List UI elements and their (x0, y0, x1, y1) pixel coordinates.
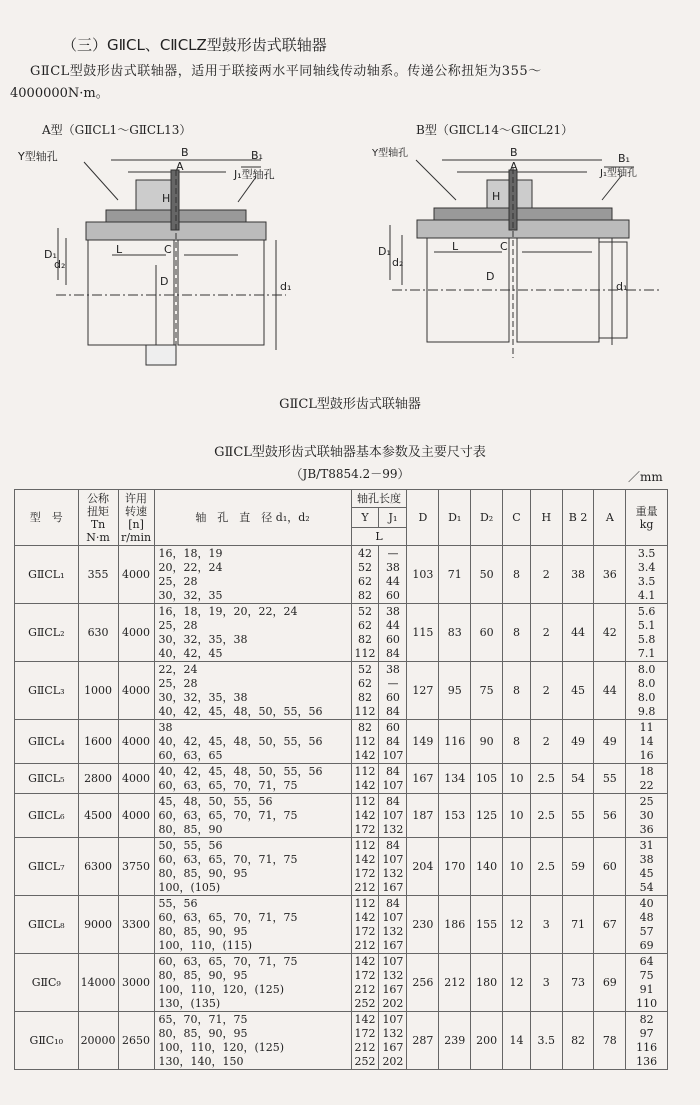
cell-weight: 3.5 3.4 3.5 4.1 (626, 546, 668, 604)
cell-j1: 84 107 132 167 (379, 838, 407, 896)
cell-a: 56 (594, 794, 626, 838)
cell-bore: 50，55，56 60，63，65，70，71，75 80，85，90，95 100，(105) (154, 838, 351, 896)
header-d: D (407, 490, 439, 546)
cell-torque: 4500 (78, 794, 118, 838)
cell-weight: 8.0 8.0 8.0 9.8 (626, 662, 668, 720)
diagram-a-label-h: H (162, 192, 171, 205)
cell-h: 2.5 (530, 838, 562, 896)
cell-d: 230 (407, 896, 439, 954)
cell-c: 8 (503, 720, 531, 764)
cell-d: 127 (407, 662, 439, 720)
table-title: GⅡCL型鼓形齿式联轴器基本参数及主要尺寸表 (214, 445, 486, 460)
diagram-a-label-d1: D₁ (44, 248, 57, 261)
cell-d1: 153 (439, 794, 471, 838)
cell-y: 112 142 172 212 (351, 896, 379, 954)
cell-a: 36 (594, 546, 626, 604)
header-b-half: B 2 (562, 490, 594, 546)
cell-torque: 9000 (78, 896, 118, 954)
cell-b-half: 44 (562, 604, 594, 662)
cell-j1: 38 44 60 84 (379, 604, 407, 662)
diagram-a-label-d1-small: d₁ (280, 280, 292, 293)
cell-bore: 65，70，71，75 80，85，90，95 100，110，120，(125) 130，140，150 (154, 1012, 351, 1070)
diagram-b-label-j1: J₁型轴孔 (600, 168, 637, 179)
cell-bore: 16，18，19，20，22，24 25，28 30，32，35，38 40，42，45 (154, 604, 351, 662)
cell-torque: 14000 (78, 954, 118, 1012)
cell-torque: 20000 (78, 1012, 118, 1070)
diagram-b-label-d1-small: d₁ (616, 280, 628, 293)
cell-d1: 95 (439, 662, 471, 720)
cell-b-half: 71 (562, 896, 594, 954)
cell-model: GⅡCL₁ (15, 546, 79, 604)
cell-bore: 38 40，42，45，48，50，55，56 60，63，65 (154, 720, 351, 764)
cell-bore: 55，56 60，63，65，70，71，75 80，85，90，95 100，110，(115) (154, 896, 351, 954)
cell-c: 12 (503, 896, 531, 954)
cell-speed: 4000 (118, 794, 154, 838)
cell-b-half: 49 (562, 720, 594, 764)
cell-weight: 25 30 36 (626, 794, 668, 838)
cell-speed: 4000 (118, 764, 154, 794)
table-row (15, 794, 668, 838)
table-row (15, 604, 668, 662)
diagram-a-label-a: A (176, 160, 184, 173)
figure-caption: GⅡCL型鼓形齿式联轴器 (279, 397, 421, 412)
section-heading: （三）GⅡCL、CⅡCLZ型鼓形齿式联轴器 (62, 36, 327, 54)
cell-speed: 2650 (118, 1012, 154, 1070)
cell-d1: 83 (439, 604, 471, 662)
cell-d2: 75 (471, 662, 503, 720)
cell-c: 12 (503, 954, 531, 1012)
spec-table (14, 489, 668, 1070)
cell-d2: 90 (471, 720, 503, 764)
cell-y: 112 142 172 (351, 794, 379, 838)
cell-a: 44 (594, 662, 626, 720)
table-row (15, 954, 668, 1012)
cell-bore: 22，24 25，28 30，32，35，38 40，42，45，48，50，55，56 (154, 662, 351, 720)
cell-j1: 84 107 132 (379, 794, 407, 838)
table-unit: ／mm (628, 470, 663, 484)
cell-b-half: 38 (562, 546, 594, 604)
cell-c: 8 (503, 604, 531, 662)
cell-d1: 170 (439, 838, 471, 896)
cell-bore: 60，63，65，70，71，75 80，85，90，95 100，110，120，(125) 130，(135) (154, 954, 351, 1012)
cell-torque: 2800 (78, 764, 118, 794)
diagram-a-label-b1: B₁ (251, 149, 263, 162)
cell-d2: 60 (471, 604, 503, 662)
diagram-b-label-l: L (452, 240, 459, 253)
cell-d1: 239 (439, 1012, 471, 1070)
cell-c: 10 (503, 764, 531, 794)
cell-a: 49 (594, 720, 626, 764)
cell-d2: 155 (471, 896, 503, 954)
cell-a: 67 (594, 896, 626, 954)
diagram-b-label-b: B (510, 146, 518, 159)
cell-weight: 11 14 16 (626, 720, 668, 764)
cell-d1: 212 (439, 954, 471, 1012)
cell-d1: 71 (439, 546, 471, 604)
cell-weight: 40 48 57 69 (626, 896, 668, 954)
diagram-a-subtitle: A型（GⅡCL1～GⅡCL13） (42, 123, 192, 137)
diagram-b-label-h: H (492, 190, 501, 203)
cell-speed: 4000 (118, 546, 154, 604)
diagram-b-label-d: D (486, 270, 495, 283)
cell-c: 8 (503, 546, 531, 604)
header-model: 型 号 (15, 490, 79, 546)
diagram-a-label-c: C (164, 243, 172, 256)
header-speed: 许用 转速 [n] r/min (118, 490, 154, 546)
header-torque: 公称 扭矩 Tn N·m (78, 490, 118, 546)
cell-y: 52 62 82 112 (351, 662, 379, 720)
diagram-a-label-y: Y型轴孔 (18, 150, 58, 163)
cell-h: 3 (530, 896, 562, 954)
cell-c: 10 (503, 838, 531, 896)
cell-speed: 4000 (118, 604, 154, 662)
cell-d1: 186 (439, 896, 471, 954)
cell-y: 112 142 (351, 764, 379, 794)
cell-j1: 84 107 (379, 764, 407, 794)
cell-d2: 105 (471, 764, 503, 794)
intro-text-line1: GⅡCL型鼓形齿式联轴器，适用于联接两水平同轴线传动轴系。传递公称扭矩为355～ (30, 64, 542, 79)
header-weight: 重量 kg (626, 490, 668, 546)
cell-speed: 3300 (118, 896, 154, 954)
cell-speed: 4000 (118, 720, 154, 764)
cell-b-half: 45 (562, 662, 594, 720)
cell-d2: 50 (471, 546, 503, 604)
table-row (15, 896, 668, 954)
cell-d: 256 (407, 954, 439, 1012)
diagram-a-label-l: L (116, 243, 123, 256)
cell-torque: 355 (78, 546, 118, 604)
header-d1: D₁ (439, 490, 471, 546)
cell-h: 2.5 (530, 794, 562, 838)
diagram-a (16, 140, 306, 372)
diagram-b (372, 140, 672, 362)
header-l: L (351, 528, 407, 546)
cell-model: GⅡCL₃ (15, 662, 79, 720)
cell-bore: 40，42，45，48，50，55，56 60，63，65，70，71，75 (154, 764, 351, 794)
header-c: C (503, 490, 531, 546)
cell-h: 3 (530, 954, 562, 1012)
cell-d: 187 (407, 794, 439, 838)
cell-d: 103 (407, 546, 439, 604)
cell-weight: 18 22 (626, 764, 668, 794)
cell-bore: 45，48，50，55，56 60，63，65，70，71，75 80，85，90 (154, 794, 351, 838)
cell-b-half: 59 (562, 838, 594, 896)
cell-speed: 3750 (118, 838, 154, 896)
cell-h: 2 (530, 662, 562, 720)
table-row (15, 546, 668, 604)
cell-b-half: 82 (562, 1012, 594, 1070)
diagram-b-label-b1: B₁ (618, 152, 630, 165)
header-j1: J₁ (379, 508, 407, 528)
cell-j1: 60 84 107 (379, 720, 407, 764)
cell-a: 78 (594, 1012, 626, 1070)
cell-c: 10 (503, 794, 531, 838)
cell-d: 115 (407, 604, 439, 662)
cell-j1: 107 132 167 202 (379, 1012, 407, 1070)
cell-model: GⅡCL₆ (15, 794, 79, 838)
cell-weight: 5.6 5.1 5.8 7.1 (626, 604, 668, 662)
cell-d: 287 (407, 1012, 439, 1070)
cell-speed: 4000 (118, 662, 154, 720)
cell-model: GⅡC₉ (15, 954, 79, 1012)
cell-d: 167 (407, 764, 439, 794)
diagram-a-label-d2: d₂ (54, 258, 66, 271)
cell-speed: 3000 (118, 954, 154, 1012)
cell-h: 2 (530, 604, 562, 662)
cell-j1: 107 132 167 202 (379, 954, 407, 1012)
diagram-b-label-a: A (510, 160, 518, 173)
cell-h: 2 (530, 720, 562, 764)
cell-torque: 630 (78, 604, 118, 662)
diagram-a-label-j1: J₁型轴孔 (234, 168, 275, 181)
cell-y: 112 142 172 212 (351, 838, 379, 896)
diagram-b-label-y: Y型轴孔 (372, 148, 409, 159)
diagram-a-label-b: B (181, 146, 189, 159)
cell-model: GⅡCL₄ (15, 720, 79, 764)
cell-a: 69 (594, 954, 626, 1012)
cell-j1: 84 107 132 167 (379, 896, 407, 954)
cell-model: GⅡC₁₀ (15, 1012, 79, 1070)
cell-model: GⅡCL₂ (15, 604, 79, 662)
cell-c: 8 (503, 662, 531, 720)
table-row (15, 838, 668, 896)
cell-d2: 200 (471, 1012, 503, 1070)
cell-j1: 38 — 60 84 (379, 662, 407, 720)
cell-b-half: 73 (562, 954, 594, 1012)
table-row (15, 764, 668, 794)
cell-a: 55 (594, 764, 626, 794)
diagram-b-label-d2: d₂ (392, 256, 404, 269)
header-y: Y (351, 508, 379, 528)
cell-h: 2.5 (530, 764, 562, 794)
table-row (15, 662, 668, 720)
cell-d2: 125 (471, 794, 503, 838)
cell-h: 2 (530, 546, 562, 604)
cell-d1: 116 (439, 720, 471, 764)
table-row (15, 720, 668, 764)
cell-d: 204 (407, 838, 439, 896)
diagram-a-label-d: D (160, 275, 169, 288)
table-standard: （JB/T8854.2－99） (290, 467, 410, 481)
cell-torque: 1000 (78, 662, 118, 720)
cell-d: 149 (407, 720, 439, 764)
cell-b-half: 54 (562, 764, 594, 794)
cell-d2: 180 (471, 954, 503, 1012)
cell-weight: 31 38 45 54 (626, 838, 668, 896)
table-row (15, 1012, 668, 1070)
cell-y: 82 112 142 (351, 720, 379, 764)
header-h: H (530, 490, 562, 546)
diagram-b-label-c: C (500, 240, 508, 253)
cell-bore: 16，18，19 20，22，24 25，28 30，32，35 (154, 546, 351, 604)
cell-c: 14 (503, 1012, 531, 1070)
cell-b-half: 55 (562, 794, 594, 838)
cell-model: GⅡCL₅ (15, 764, 79, 794)
cell-model: GⅡCL₇ (15, 838, 79, 896)
header-bore: 轴 孔 直 径 d₁，d₂ (154, 490, 351, 546)
cell-weight: 82 97 116 136 (626, 1012, 668, 1070)
cell-torque: 1600 (78, 720, 118, 764)
cell-y: 142 172 212 252 (351, 954, 379, 1012)
cell-y: 42 52 62 82 (351, 546, 379, 604)
diagram-b-subtitle: B型（GⅡCL14～GⅡCL21） (416, 123, 574, 137)
cell-y: 52 62 82 112 (351, 604, 379, 662)
cell-d1: 134 (439, 764, 471, 794)
diagram-b-label-d1: D₁ (378, 245, 391, 258)
cell-y: 142 172 212 252 (351, 1012, 379, 1070)
header-a: A (594, 490, 626, 546)
header-length: 轴孔长度 (351, 490, 407, 508)
cell-h: 3.5 (530, 1012, 562, 1070)
cell-torque: 6300 (78, 838, 118, 896)
cell-d2: 140 (471, 838, 503, 896)
cell-j1: — 38 44 60 (379, 546, 407, 604)
cell-model: GⅡCL₈ (15, 896, 79, 954)
cell-weight: 64 75 91 110 (626, 954, 668, 1012)
intro-text-line2: 4000000N·m。 (10, 86, 109, 101)
cell-a: 42 (594, 604, 626, 662)
header-d2: D₂ (471, 490, 503, 546)
cell-a: 60 (594, 838, 626, 896)
